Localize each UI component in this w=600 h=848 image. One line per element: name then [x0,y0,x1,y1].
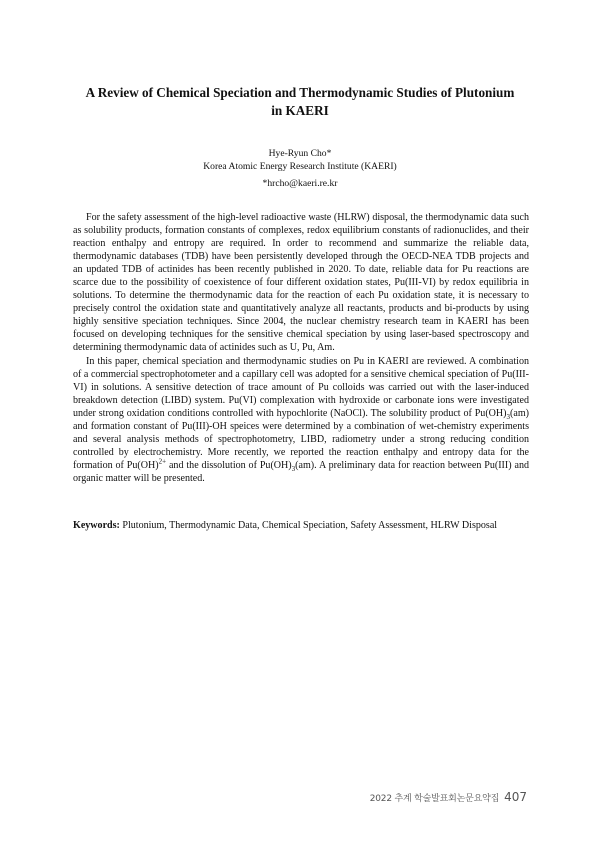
abstract-body [73,211,529,485]
conference-title: 2022 추계 학술발표회논문요약집 [369,794,500,804]
p2-text-a: In this paper, chemical speciation and thermodynamic studies on Pu in KAERI are reviewed. A combination of a commercial spectrophotometer and a capillary cell was adopted for a sensitive chemical speciation of Pu(III-VI) in solutions. A sensitive detection of trace amount of Pu colloids was carried out with the laser-induced breakdown detection (LIBD) system. Pu(VI) complexation with hydroxide or carbonate ions were investigated under strong oxidation conditions controlled with hypochlorite (NaOCl). The solubility product of Pu(OH) [73,355,529,419]
keywords-section [73,519,529,532]
page-number: 407 [504,790,527,804]
title-line-1: A Review of Chemical Speciation and Thermodynamic Studies of Plutonium [85,85,515,100]
p2-text-b: (am) and formation constant of Pu(III)-OH speices were determined by a combination of wet-chemistry experiments and several analysis methods of spectrophotometry, LIBD, radiometry under a strong reducing condition controlled by electrochemistry. More recently, we reported the reaction enthalpy and entropy data for the formation of Pu(OH) [73,407,529,471]
author-email: *hrcho@kaeri.re.kr [262,178,338,189]
p2-subscript-2: 3 [291,464,296,473]
author-affiliation: Korea Atomic Energy Research Institute (KAERI) [203,161,397,172]
keywords-label: Keywords: [73,520,120,531]
p2-subscript-1: 3 [506,412,511,421]
author-name: Hye-Ryun Cho* [268,148,332,159]
page-footer [370,790,527,804]
title-line-2: in KAERI [271,103,329,118]
keywords-list: Plutonium, Thermodynamic Data, Chemical Speciation, Safety Assessment, HLRW Disposal [119,520,498,531]
p2-superscript: 2+ [158,457,167,466]
abstract-paragraph-2 [73,355,529,485]
paper-title [66,84,534,120]
p2-text-c: and the dissolution of Pu(OH) [166,459,292,471]
abstract-paragraph-1: For the safety assessment of the high-level radioactive waste (HLRW) disposal, the thermodynamic data such as solubility products, formation constants of complexes, redox equilibrium constants of radionuclides, and their reaction enthalpy and entropy are required. In order to recommend and summarize the reliable data, thermodynamic databases (TDB) have been persistently developed through the OECD-NEA TDB projects and an updated TDB of actinides has been recently published in 2020. To date, reliable data for Pu reactions are scarce due to the possibility of coexistence of four different oxidation states, Pu(III-VI) by redox equilibria in solutions. To determine the thermodynamic data for the reaction of each Pu oxidation state, it is necessary to precisely control the oxidation state and quantitatively analyze all reactants, products and bi-products by using highly sensitive speciation techniques. Since 2004, the nuclear chemistry research team in KAERI has been focused on developing techniques for the sensitive chemical speciation by using laser-based spectroscopy and determining thermodynamic data of actinides such as U, Pu, Am. [73,212,529,354]
p2-text-d: (am). A preliminary data for reaction between Pu(III) and organic matter will be presented. [73,459,529,484]
